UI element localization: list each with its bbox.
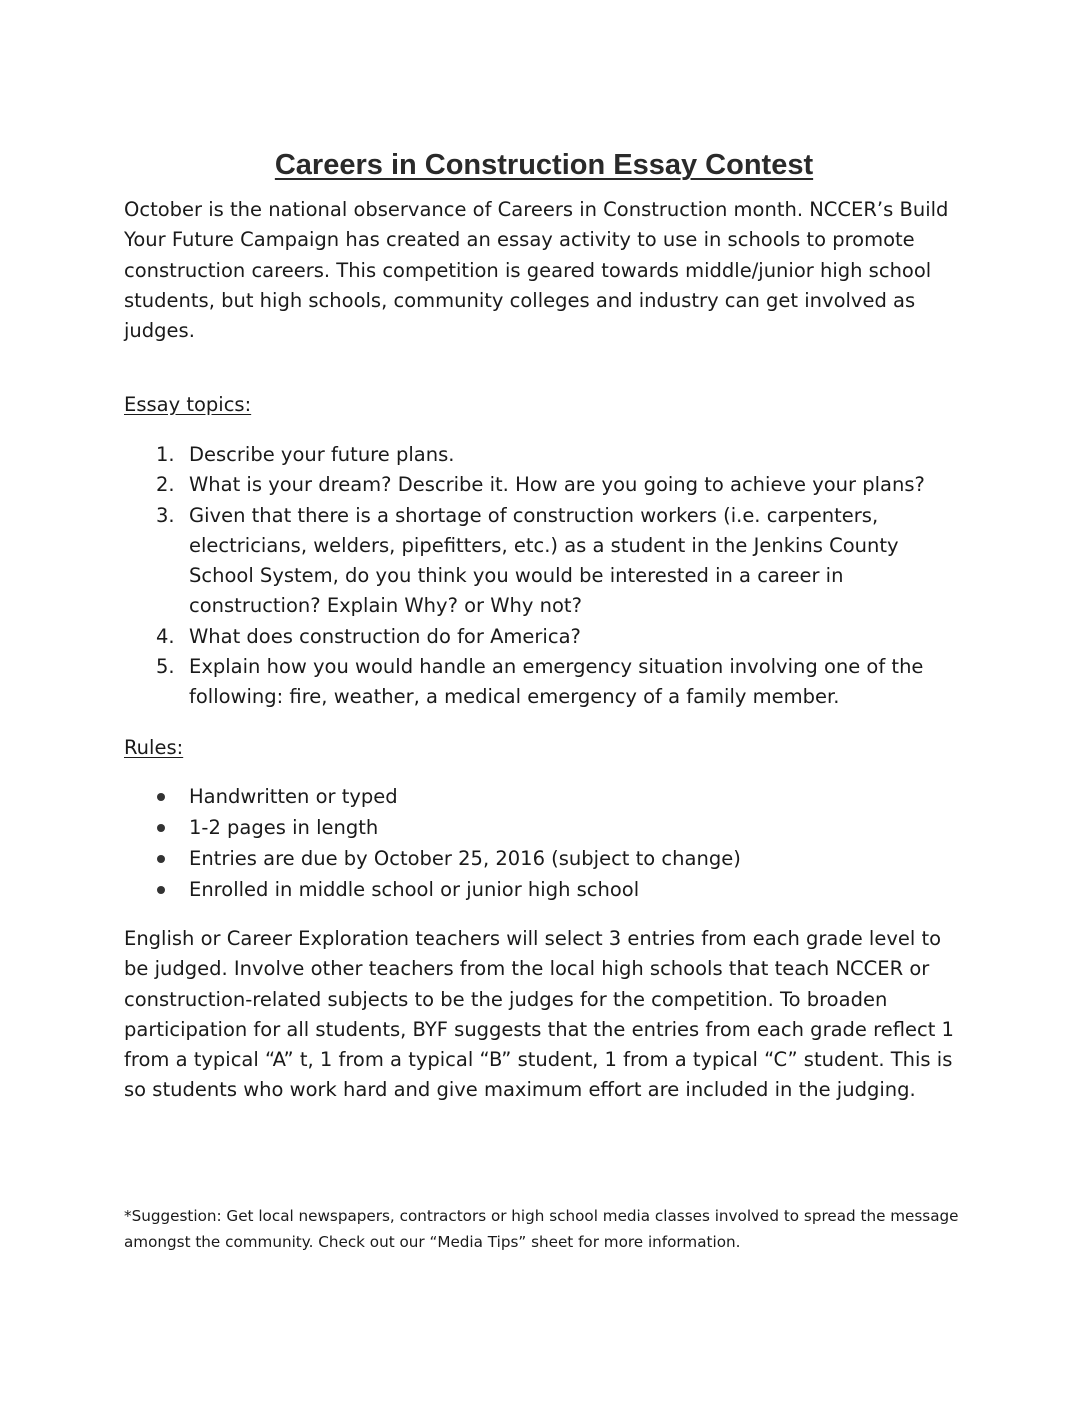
judging-paragraph: English or Career Exploration teachers will select 3 entries from each grade level to be judged. Involve other teachers from the local high schools that teach NCCER or construction-related subjects to be the judges for the competition. To broaden participation for all students, BYF suggests that the entries from each grade reflect 1 from a typical “A” t, 1 from a typical “B” student, 1 from a typical “C” student. This is so students who work hard and give maximum effort are included in the judging. [124, 927, 954, 1102]
rule-item [156, 843, 856, 874]
topic-text: Explain how you would handle an emergency situation involving one of the following: fire, weather, a medical emergency of a family member. [189, 655, 924, 709]
rule-text: 1-2 pages in length [189, 816, 379, 839]
topic-item [156, 440, 966, 470]
rule-text: Entries are due by October 25, 2016 (subject to change) [189, 847, 741, 870]
bullet-icon [156, 855, 189, 863]
bullet-icon [156, 793, 189, 801]
topic-number: 2. [156, 473, 175, 497]
topic-text: What does construction do for America? [189, 624, 581, 648]
rule-item [156, 781, 856, 812]
topic-item [156, 652, 966, 713]
topic-item [156, 501, 966, 622]
topic-text: What is your dream? Describe it. How are you going to achieve your plans? [189, 473, 925, 497]
topic-number: 1. [156, 443, 175, 466]
topic-number: 4. [156, 624, 175, 648]
essay-topics-heading: Essay topics: [124, 393, 252, 416]
topic-item [156, 470, 966, 500]
rules-list [156, 781, 856, 905]
rule-item [156, 812, 856, 843]
document-title: Careers in Construction Essay Contest [274, 149, 814, 182]
rule-text: Enrolled in middle school or junior high school [189, 878, 640, 901]
topic-text: Describe your future plans. [189, 443, 455, 466]
bullet-icon [156, 886, 189, 894]
suggestion-note: *Suggestion: Get local newspapers, contractors or high school media classes involved to spread the message amongst the community. Check out our “Media Tips” sheet for more information. [124, 1207, 959, 1251]
topic-item [156, 622, 966, 652]
topic-text: Given that there is a shortage of construction workers (i.e. carpenters, electricians, welders, pipefitters, etc.) as a student in the Jenkins County School System, do you think you would be interested in a career in construction? Explain Why? or Why not? [189, 503, 899, 618]
intro-paragraph: October is the national observance of Careers in Construction month. NCCER’s Build Your Future Campaign has created an essay activity to use in schools to promote construction careers. This competition is geared towards middle/junior high school students, but high schools, community colleges and industry can get involved as judges. [124, 198, 949, 343]
essay-topics-list [156, 440, 966, 713]
rules-heading: Rules: [124, 736, 184, 759]
rule-text: Handwritten or typed [189, 785, 398, 808]
topic-number: 5. [156, 655, 175, 679]
topic-number: 3. [156, 503, 175, 527]
bullet-icon [156, 824, 189, 832]
rule-item [156, 874, 856, 905]
